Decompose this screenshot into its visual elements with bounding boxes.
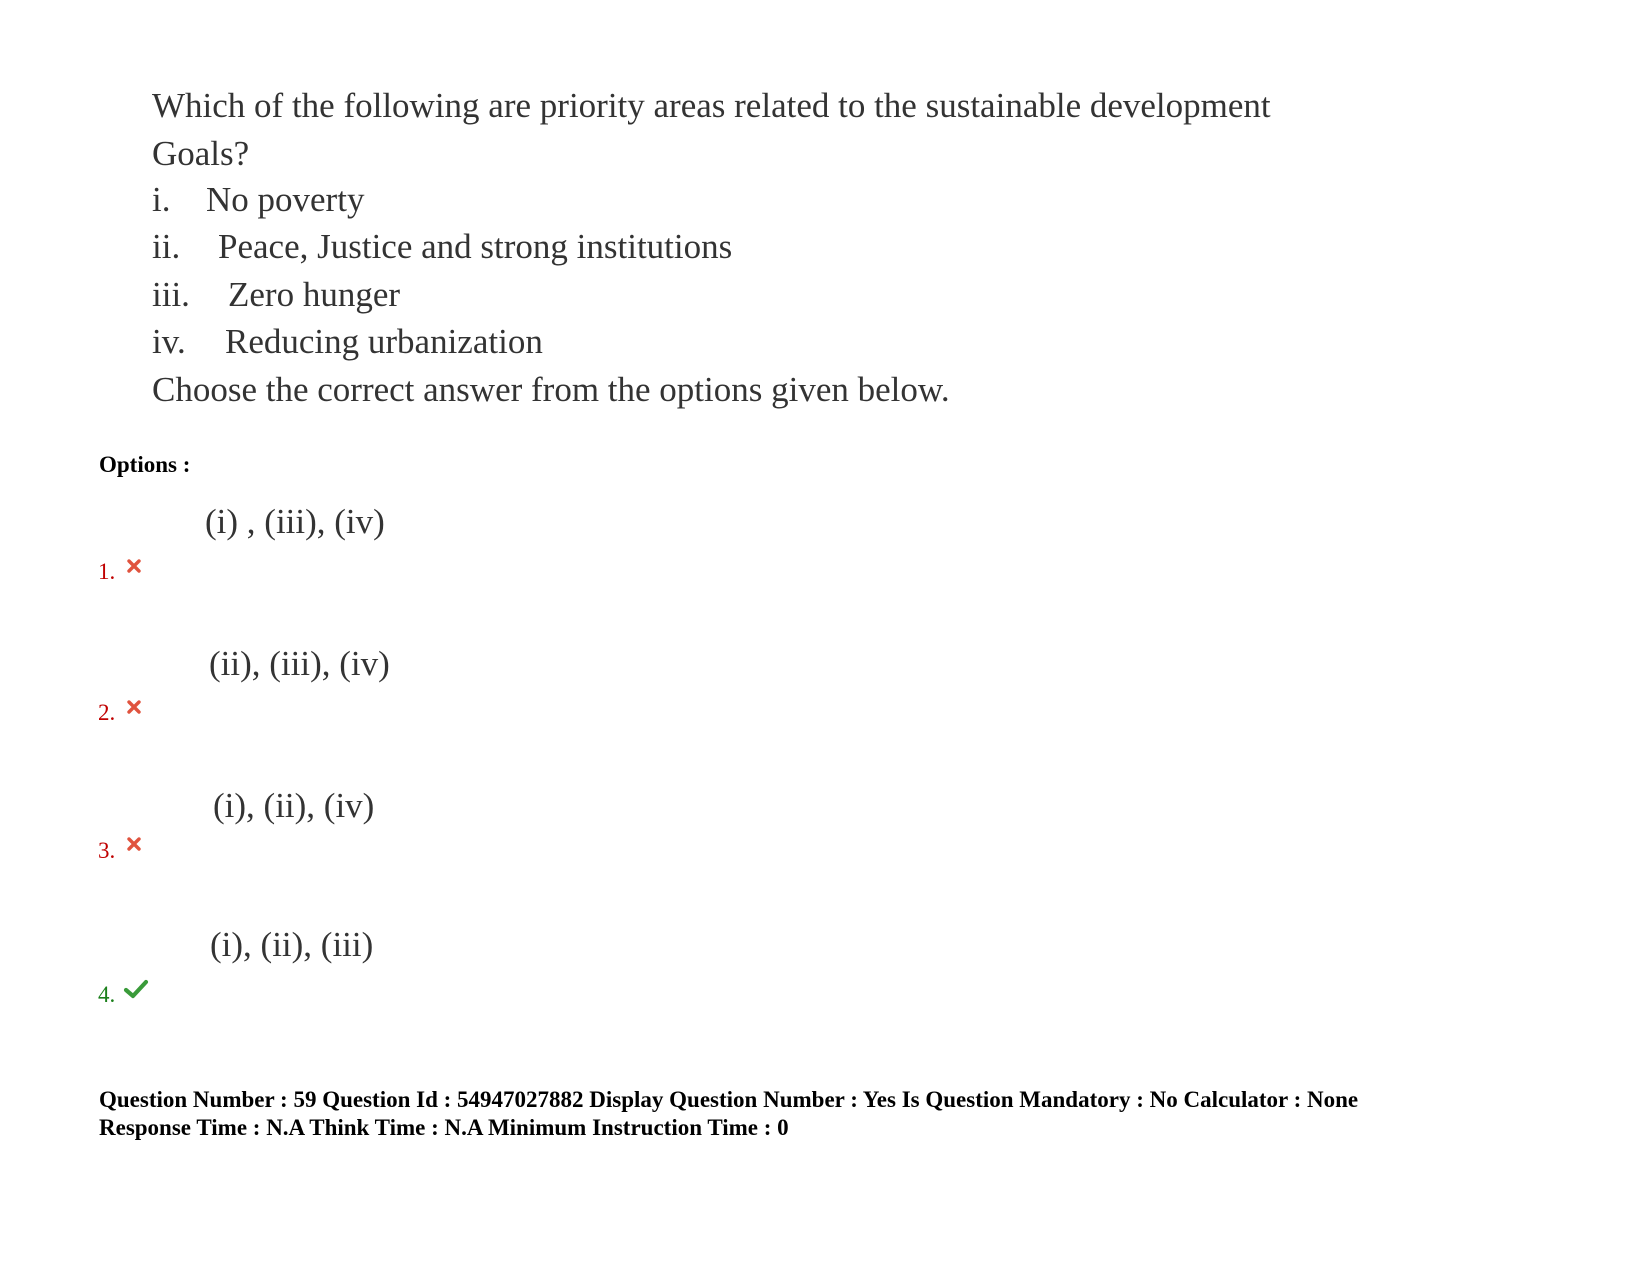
option-text-3[interactable]: (i), (ii), (iv) xyxy=(213,786,375,825)
option-number-1 xyxy=(98,558,115,586)
cross-icon xyxy=(126,558,142,579)
item-text: No poverty xyxy=(206,180,365,219)
question-instruction: Choose the correct answer from the options given below. xyxy=(152,370,950,409)
option-text-2[interactable]: (ii), (iii), (iv) xyxy=(209,644,390,683)
option-number-label: 2. xyxy=(98,700,116,725)
item-marker: iii. xyxy=(152,275,190,314)
option-number-label: 3. xyxy=(98,838,116,863)
option-number-label: 1. xyxy=(98,559,116,584)
option-number-label: 4. xyxy=(98,982,116,1007)
option-text-1[interactable]: (i) , (iii), (iv) xyxy=(205,502,385,541)
item-marker: ii. xyxy=(152,227,181,266)
check-icon xyxy=(123,978,149,1005)
question-stem-line-2: Goals? xyxy=(152,134,250,173)
item-text: Zero hunger xyxy=(228,275,401,314)
option-text-4[interactable]: (i), (ii), (iii) xyxy=(210,925,374,964)
option-number-3 xyxy=(98,837,115,865)
question-meta-line-2: Response Time : N.A Think Time : N.A Minimum Instruction Time : 0 xyxy=(99,1115,789,1140)
options-label: Options : xyxy=(99,452,191,477)
item-text: Peace, Justice and strong institutions xyxy=(218,227,733,266)
item-marker: iv. xyxy=(152,322,186,361)
question-stem-line-1: Which of the following are priority areas related to the sustainable development xyxy=(152,86,1271,125)
cross-icon xyxy=(126,699,142,720)
item-text: Reducing urbanization xyxy=(225,322,543,361)
item-marker: i. xyxy=(152,180,171,219)
option-number-2 xyxy=(98,699,115,727)
cross-icon xyxy=(126,836,142,857)
question-meta-line-1: Question Number : 59 Question Id : 54947027882 Display Question Number : Yes Is Question Mandatory : No Calculator : None xyxy=(99,1087,1359,1112)
option-number-4 xyxy=(98,981,115,1009)
